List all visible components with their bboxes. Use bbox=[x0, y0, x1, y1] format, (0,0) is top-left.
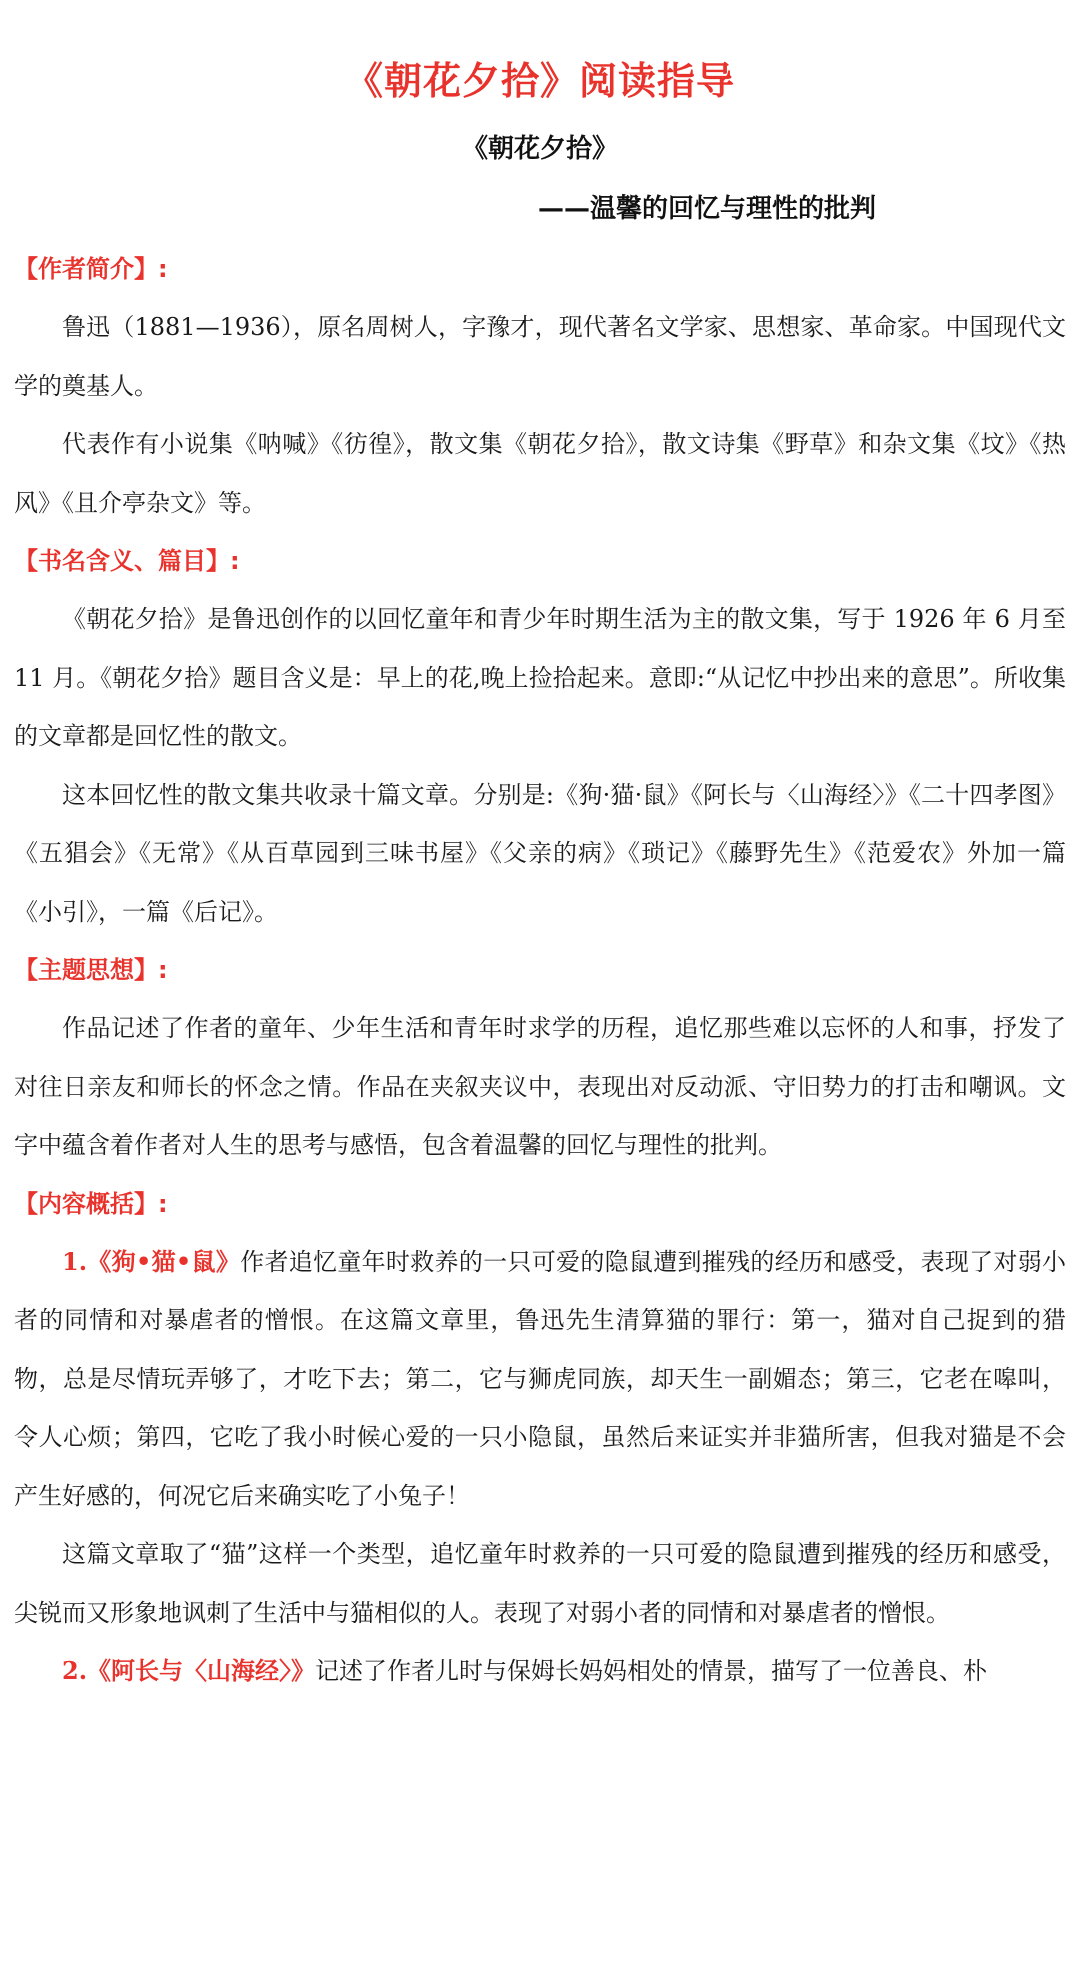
page-title: 《朝花夕拾》阅读指导 bbox=[344, 59, 735, 103]
book-title: 《朝花夕拾》 bbox=[461, 134, 618, 164]
book-meaning-paragraph-1: 《朝花夕拾》是鲁迅创作的以回忆童年和青少年时期生活为主的散文集，写于 1926 年 6 月至 11 月。《朝花夕拾》题目含义是：早上的花,晚上捡拾起来。意即:“从记忆中抄出来的意思”。所收集的文章都是回忆性的散文。 bbox=[14, 605, 1066, 750]
summary-item-2-title: 2.《阿长与〈山海经〉》 bbox=[62, 1656, 316, 1685]
author-paragraph-1: 鲁迅（1881—1936），原名周树人，字豫才，现代著名文学家、思想家、革命家。中国现代文学的奠基人。 bbox=[14, 313, 1066, 400]
book-meaning-paragraph-2: 这本回忆性的散文集共收录十篇文章。分别是:《狗·猫·鼠》《阿长与〈山海经〉》《二十四孝图》《五猖会》《无常》《从百草园到三味书屋》《父亲的病》《琐记》《藤野先生》《范爱农》外加一篇《小引》，一篇《后记》。 bbox=[14, 780, 1066, 926]
summary-item-1-text: 作者追忆童年时救养的一只可爱的隐鼠遭到摧残的经历和感受，表现了对弱小者的同情和对暴虐者的憎恨。在这篇文章里，鲁迅先生清算猫的罪行：第一，猫对自己捉到的猎物，总是尽情玩弄够了，才吃下去；第二，它与狮虎同族，却天生一副媚态；第三，它老在嗥叫，令人心烦；第四，它吃了我小时候心爱的一只小隐鼠，虽然后来证实并非猫所害，但我对猫是不会产生好感的，何况它后来确实吃了小兔子！ bbox=[14, 1247, 1067, 1510]
summary-item-1 bbox=[14, 1233, 1066, 1526]
summary-item-2-text: 记述了作者儿时与保姆长妈妈相处的情景，描写了一位善良、朴 bbox=[315, 1657, 988, 1685]
section-heading-summary: 【内容概括】: bbox=[14, 1189, 168, 1218]
summary-item-2 bbox=[14, 1642, 1066, 1701]
section-heading-author: 【作者简介】: bbox=[14, 255, 168, 283]
theme-paragraph-1: 作品记述了作者的童年、少年生活和青年时求学的历程，追忆那些难以忘怀的人和事，抒发了对往日亲友和师长的怀念之情。作品在夹叙夹议中，表现出对反动派、守旧势力的打击和嘲讽。文字中蕴含着作者对人生的思考与感悟，包含着温馨的回忆与理性的批判。 bbox=[14, 1014, 1066, 1159]
book-subtitle: ——温馨的回忆与理性的批判 bbox=[538, 194, 877, 224]
summary-item-1-title: 1.《狗•猫•鼠》 bbox=[62, 1246, 241, 1276]
document-body bbox=[14, 240, 1066, 1701]
section-heading-theme: 【主题思想】: bbox=[14, 956, 168, 984]
summary-item-1-extra: 这篇文章取了“猫”这样一个类型，追忆童年时救养的一只可爱的隐鼠遭到摧残的经历和感受，尖锐而又形象地讽刺了生活中与猫相似的人。表现了对弱小者的同情和对暴虐者的憎恨。 bbox=[14, 1540, 1066, 1627]
author-paragraph-2: 代表作有小说集《呐喊》《彷徨》，散文集《朝花夕拾》，散文诗集《野草》和杂文集《坟》《热风》《且介亭杂文》等。 bbox=[14, 430, 1066, 517]
section-heading-book-meaning: 【书名含义、篇目】: bbox=[14, 547, 240, 575]
